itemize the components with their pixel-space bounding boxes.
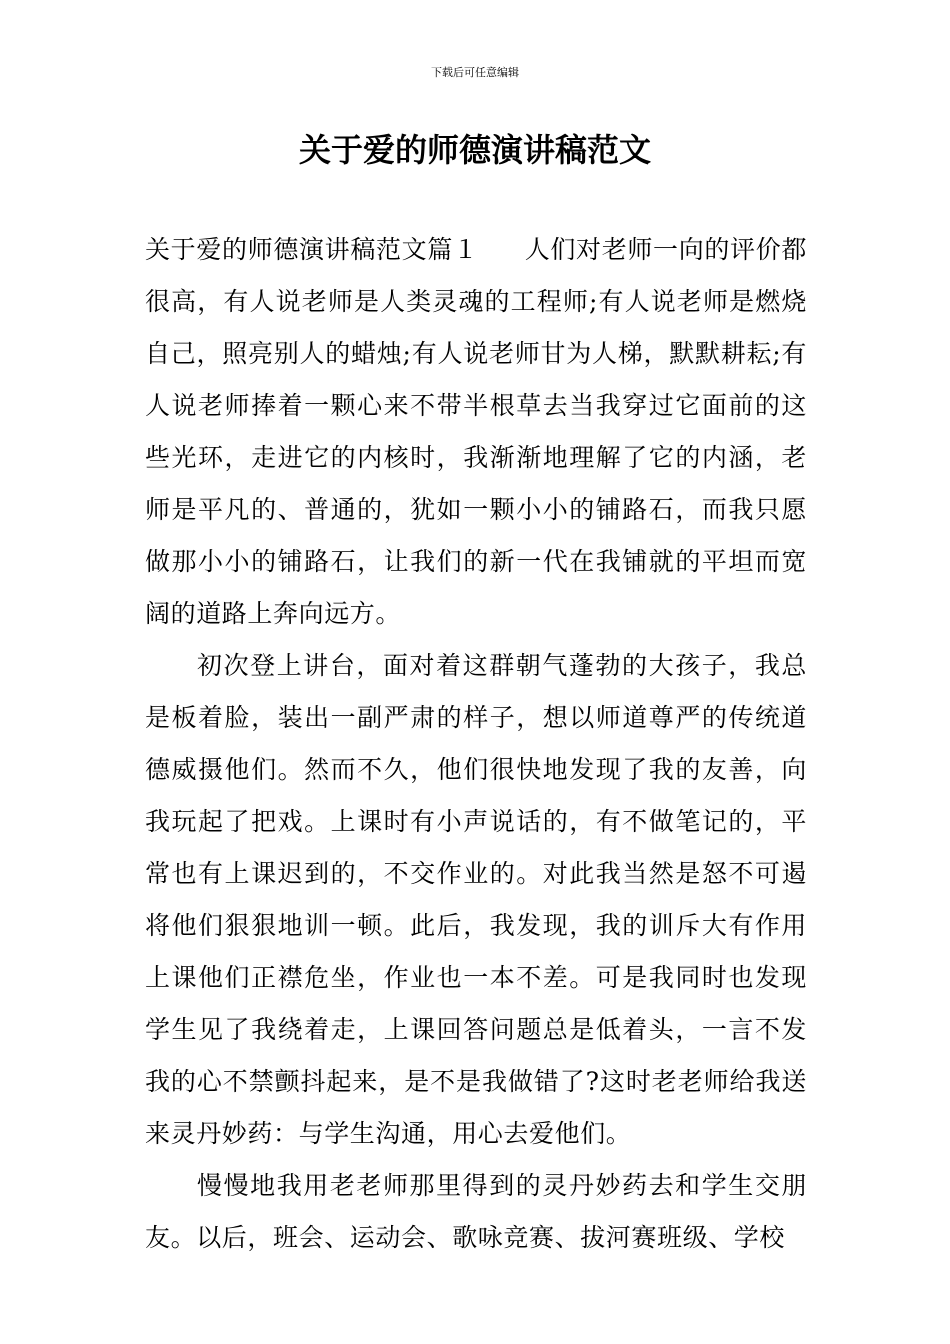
section-heading: 关于爱的师德演讲稿范文篇１ [145, 235, 479, 264]
paragraph-1 [145, 224, 807, 640]
document-body [145, 224, 807, 1264]
paragraph-2: 初次登上讲台，面对着这群朝气蓬勃的大孩子，我总是板着脸，装出一副严肃的样子，想以师道尊严的传统道德威摄他们。然而不久，他们很快地发现了我的友善，向我玩起了把戏。上课时有小声说话的，有不做笔记的，平常也有上课迟到的，不交作业的。对此我当然是怒不可遏将他们狠狠地训一顿。此后，我发现，我的训斥大有作用上课他们正襟危坐，作业也一本不差。可是我同时也发现学生见了我绕着走，上课回答问题总是低着头，一言不发我的心不禁颤抖起来，是不是我做错了?这时老老师给我送来灵丹妙药：与学生沟通，用心去爱他们。 [145, 651, 807, 1148]
paragraph-1-text: 人们对老师一向的评价都很高，有人说老师是人类灵魂的工程师;有人说老师是燃烧自己，照亮别人的蜡烛;有人说老师甘为人梯，默默耕耘;有人说老师捧着一颗心来不带半根草去当我穿过它面前的这些光环，走进它的内核时，我渐渐地理解了它的内涵，老师是平凡的、普通的，犹如一颗小小的铺路石，而我只愿做那小小的铺路石，让我们的新一代在我铺就的平坦而宽阔的道路上奔向远方。 [145, 235, 807, 628]
paragraph-3: 慢慢地我用老老师那里得到的灵丹妙药去和学生交朋友。以后，班会、运动会、歌咏竞赛、拔河赛班级、学校 [145, 1171, 807, 1252]
document-title: 关于爱的师德演讲稿范文 [298, 131, 651, 169]
header-note: 下载后可任意编辑 [431, 66, 519, 79]
